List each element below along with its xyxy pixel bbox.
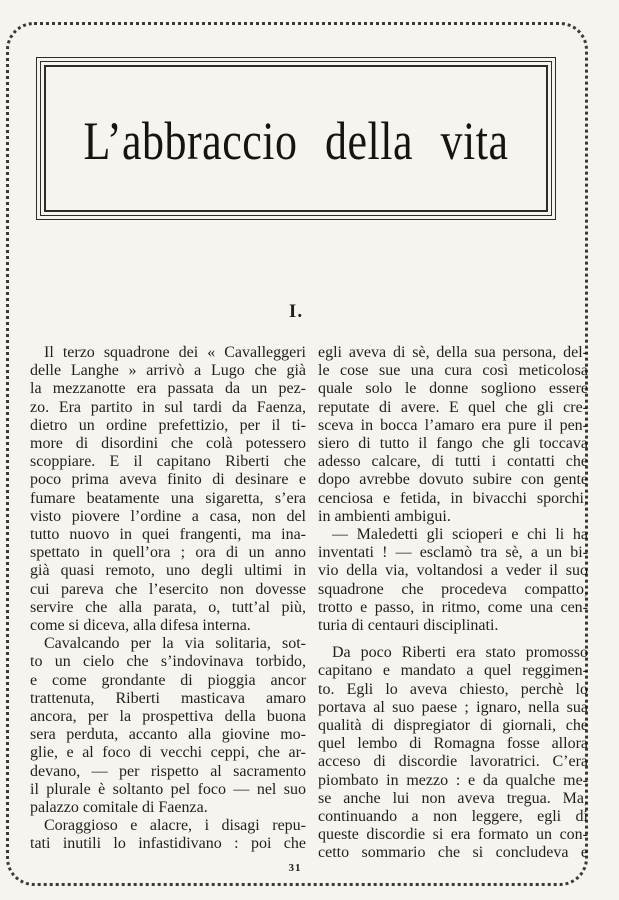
- text-line: ancora, per la prospettiva della buona: [30, 708, 306, 726]
- title-box-inner-rule: [44, 65, 548, 212]
- text-line: cui pareva che l’esercito non dovesse: [30, 580, 306, 598]
- text-line: poco prima aveva finito di desinare e: [30, 471, 306, 489]
- text-line: tati inutili lo infastidivano : poi che: [30, 835, 306, 853]
- text-line: glie, e al foco di vecchi ceppi, che ar-: [30, 744, 306, 762]
- text-line: visto piovere l’ordine a casa, non del: [30, 507, 306, 525]
- text-line: Cavalcando per la via solitaria, sot-: [44, 635, 306, 653]
- text-line: devano, — per rispetto al sacramento: [30, 762, 306, 780]
- chapter-heading: I.: [288, 301, 304, 322]
- text-line: qualità di dispregiator di giornali, che: [318, 717, 588, 735]
- text-line: Il terzo squadrone dei « Cavalleggeri: [44, 344, 306, 361]
- paragraph: [318, 644, 588, 862]
- text-line: reputate di avere. E quel che gli cre-: [318, 398, 588, 416]
- text-line: egli aveva di sè, della sua persona, del-: [318, 344, 588, 361]
- text-line: palazzo comitale di Faenza.: [30, 799, 208, 817]
- text-line: capitano e mandato a quel reggimen-: [318, 662, 588, 680]
- text-line: la mezzanotte era passata da un pez-: [30, 380, 306, 398]
- text-line: Coraggioso e alacre, i disagi repu-: [44, 817, 306, 835]
- text-line: scoppiare. E il capitano Riberti che: [30, 453, 306, 471]
- text-line: acceso di discordie lavoratrici. C’era: [318, 753, 588, 771]
- text-line: come si diceva, alla difesa interna.: [30, 617, 251, 635]
- text-line: turia di centauri disciplinati.: [318, 617, 499, 635]
- text-line: quel lembo di Romagna fosse allora: [318, 735, 588, 753]
- text-line: delle Langhe » arrivò a Lugo che già: [30, 362, 306, 380]
- text-line: to un cielo che s’indovinava torbido,: [30, 653, 306, 671]
- text-line: trotto e passo, in ritmo, come una cen-: [318, 598, 588, 616]
- text-line: continuando a non leggere, egli di: [318, 808, 588, 826]
- title-box-middle-rule: [40, 61, 552, 216]
- text-line: adesso calcare, di tutti i contatti che: [318, 453, 588, 471]
- text-line: more di disordini che colà potessero: [30, 435, 306, 453]
- text-line: — Maledetti gli scioperi e chi li ha: [332, 526, 588, 544]
- text-line: to. Egli lo aveva chiesto, perchè lo: [318, 680, 588, 698]
- text-column-left: [30, 344, 306, 854]
- text-line: in ambienti ambigui.: [318, 507, 451, 525]
- paragraph: [318, 344, 588, 526]
- text-line: servire che alla parata, o, tutt’al più,: [30, 598, 306, 616]
- text-line: siero di tutto il fango che gli toccava: [318, 435, 588, 453]
- paragraph: [30, 635, 306, 817]
- text-line: queste discordie si era formato un con-: [318, 826, 588, 844]
- text-line: il plurale è soltanto pel foco — nel suo: [30, 780, 306, 798]
- text-line: se anche lui non aveva tregua. Ma,: [318, 789, 588, 807]
- text-line: tutto nuovo in quei frangenti, ma ina-: [30, 526, 306, 544]
- text-line: zo. Era partito in sul tardi da Faenza,: [30, 398, 306, 416]
- text-line: e come grondante di pioggia ancor: [30, 671, 306, 689]
- text-line: fumare beatamente una sigaretta, s’era: [30, 489, 306, 507]
- text-line: dopo avrebbe dovuto subire con gente: [318, 471, 588, 489]
- text-line: cenciosa e fetida, in bivacchi sporchi,: [318, 489, 588, 507]
- book-title: L’abbraccio della vita: [83, 111, 509, 172]
- paragraph: [30, 344, 306, 635]
- text-line: già quasi remoto, uno degli ultimi in: [30, 562, 306, 580]
- text-line: dietro un ordine prefettizio, per il ti-: [30, 416, 306, 434]
- text-line: spettato in quell’ora ; ora di un anno: [30, 544, 306, 562]
- text-line: cetto sommario che si concludeva e: [318, 844, 588, 862]
- text-column-right: [318, 344, 588, 863]
- text-line: piombato in mezzo : e da qualche me-: [318, 771, 588, 789]
- text-line: squadrone che procedeva compatto,: [318, 580, 588, 598]
- text-line: inventati ! — esclamò tra sè, a un bi-: [318, 544, 588, 562]
- text-line: Da poco Riberti era stato promosso: [332, 644, 588, 662]
- page-number: 31: [288, 862, 302, 874]
- paragraph: [318, 526, 588, 635]
- paragraph: [30, 817, 306, 853]
- text-line: sera perduta, accanto alla giovine mo-: [30, 726, 306, 744]
- text-line: sceva in bocca l’amaro era pure il pen-: [318, 416, 588, 434]
- text-line: trattenuta, Riberti masticava amaro: [30, 689, 306, 707]
- text-line: le cose sue una cura così meticolosa: [318, 362, 588, 380]
- text-line: quale solo le donne sogliono essere: [318, 380, 588, 398]
- text-line: vio della via, voltandosi a veder il suo: [318, 562, 588, 580]
- title-box: [36, 57, 556, 220]
- text-line: portava al suo paese ; ignaro, nella sua: [318, 698, 588, 716]
